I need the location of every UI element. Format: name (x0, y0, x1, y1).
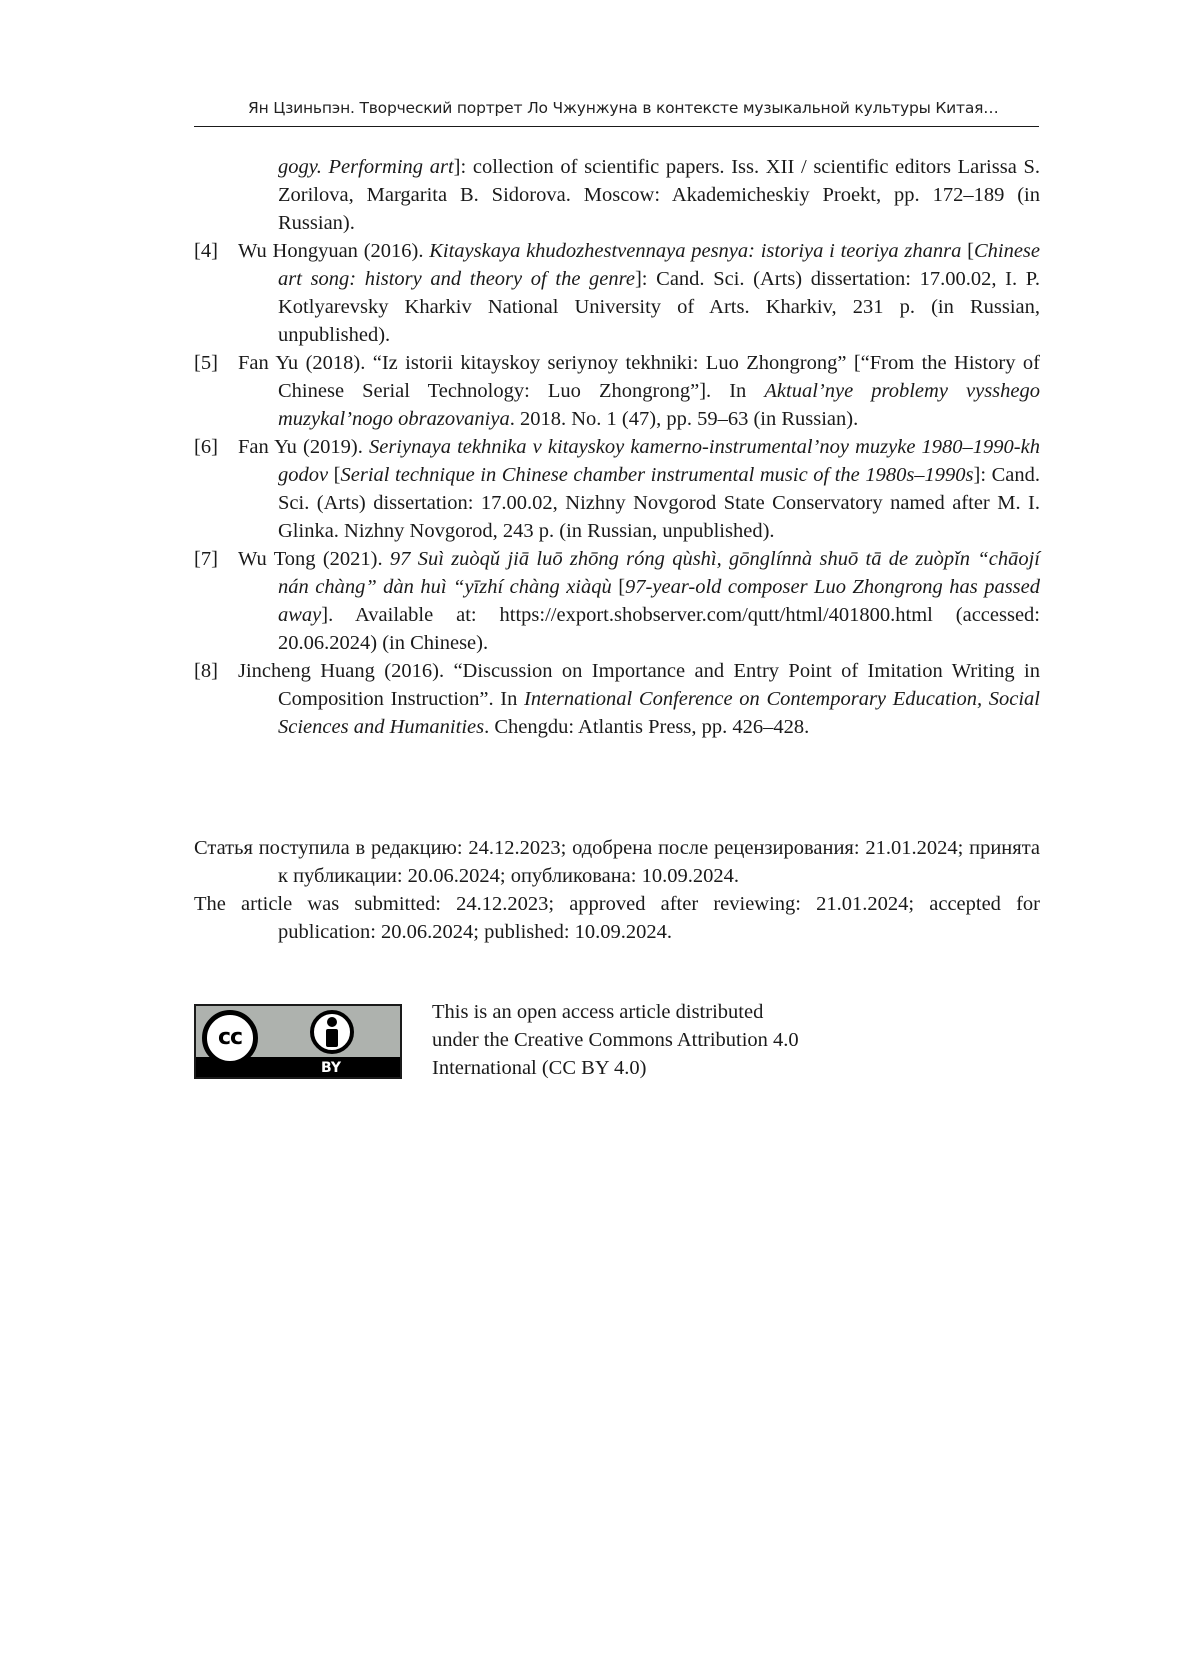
reference-text-part: . Chengdu: Atlantis Press, pp. 426–428. (484, 716, 810, 738)
reference-text (278, 156, 1040, 234)
reference-entry (194, 349, 1040, 433)
reference-title-italic: 97-year-old composer Luo Zhongrong has passed away (278, 576, 1040, 626)
references-list (194, 153, 1040, 741)
reference-text-part: . 2018. No. 1 (47), pp. 59–63 (in Russian). (509, 408, 859, 430)
reference-text (238, 240, 1040, 346)
reference-text-part: ]: collection of scientific papers. Iss. XII / scientific editors Larissa S. Zorilova, Margarita B. Sidorova. Moscow: Akademicheskiy Proekt, pp. 172–189 (in Russian). (278, 156, 1041, 234)
cc-by-license-badge[interactable] (194, 1004, 402, 1079)
reference-text-part: [ (961, 240, 974, 262)
reference-title-italic: International Conference on Contemporary Education, Social Sciences and Humanities (278, 688, 1040, 738)
reference-entry (194, 545, 1040, 657)
reference-text (238, 548, 1040, 654)
license-line: International (CC BY 4.0) (432, 1057, 647, 1079)
reference-number: [8] (194, 660, 218, 682)
reference-text-part: [ (611, 576, 626, 598)
reference-title-italic: Kitayskaya khudozhestvennaya pesnya: istoriya i teoriya zhanra (429, 240, 962, 262)
reference-number: [5] (194, 352, 218, 374)
reference-text-part: ]: Cand. Sci. (Arts) dissertation: 17.00.02, I. P. Kotlyarevsky Kharkiv National University of Arts. Kharkiv, 231 p. (in Russian, unpublished). (278, 268, 1040, 346)
reference-text-part: Fan Yu (2019). (238, 436, 369, 458)
reference-text (238, 352, 1040, 430)
reference-title-italic: Chinese art song: history and theory of the genre (278, 240, 1040, 290)
attribution-person-icon (310, 1010, 354, 1054)
reference-number: [4] (194, 240, 218, 262)
reference-text (238, 436, 1040, 542)
reference-text-part: Wu Tong (2021). (238, 548, 390, 570)
license-line: under the Creative Commons Attribution 4.0 (432, 1029, 799, 1051)
reference-text-part: Fan Yu (2018). “Iz istorii kitayskoy seriynoy tekhniki: Luo Zhongrong” [“From the History of Chinese Serial Technology: Luo Zhongrong”]. In (238, 352, 1040, 402)
article-dates-ru: Статья поступила в редакцию: 24.12.2023; одобрена после рецензирования: 21.01.2024; принята к публикации: 20.06.2024; опубликована: 10.09.2024. (194, 837, 1040, 887)
reference-title-italic: gogy. Performing art (278, 156, 454, 178)
reference-number: [7] (194, 548, 218, 570)
reference-text-part: Wu Hongyuan (2016). (238, 240, 430, 262)
article-dates-en: The article was submitted: 24.12.2023; approved after reviewing: 21.01.2024; accepted for publication: 20.06.2024; published: 10.09.2024. (194, 893, 1040, 943)
reference-number: [6] (194, 436, 218, 458)
reference-text-part: ]. Available at: https://export.shobserver.com/qutt/html/401800.html (accessed: 20.06.2024) (in Chinese). (278, 604, 1040, 654)
reference-text-part: [ (328, 464, 341, 486)
reference-title-italic: 97 Suì zuòqǔ jiā luō zhōng róng qùshì, gōnglínnà shuō tā de zuòpǐn “chāojí nán chàng” dàn huì “yīzhí chàng xiàqù (278, 548, 1040, 598)
article-dates (194, 834, 1040, 946)
reference-text (238, 660, 1040, 738)
reference-title-italic: Aktual’nye problemy vysshego muzykal’nogo obrazovaniya (278, 380, 1040, 430)
running-header (194, 92, 1039, 127)
reference-entry (194, 433, 1040, 545)
running-title: Ян Цзиньпэн. Творческий портрет Ло Чжунжуна в контексте музыкальной культуры Китая… (248, 99, 999, 117)
reference-entry (194, 657, 1040, 741)
by-label: BY (320, 1060, 342, 1076)
reference-title-italic: Seriynaya tekhnika v kitayskoy kamerno-instrumental’noy muzyke 1980–1990-kh godov (278, 436, 1040, 486)
cc-icon: cc (202, 1010, 258, 1066)
reference-entry (194, 237, 1040, 349)
reference-text-part: Jincheng Huang (2016). “Discussion on Importance and Entry Point of Imitation Writing in Composition Instruction”. In (238, 660, 1040, 710)
reference-text-part: ]: Cand. Sci. (Arts) dissertation: 17.00.02, Nizhny Novgorod State Conservatory named after M. I. Glinka. Nizhny Novgorod, 243 p. (in Russian, unpublished). (278, 464, 1041, 542)
license-statement (432, 998, 872, 1082)
reference-entry-continued (194, 153, 1040, 237)
reference-title-italic: Serial technique in Chinese chamber instrumental music of the 1980s–1990s (340, 464, 974, 486)
license-line: This is an open access article distributed (432, 1001, 764, 1023)
